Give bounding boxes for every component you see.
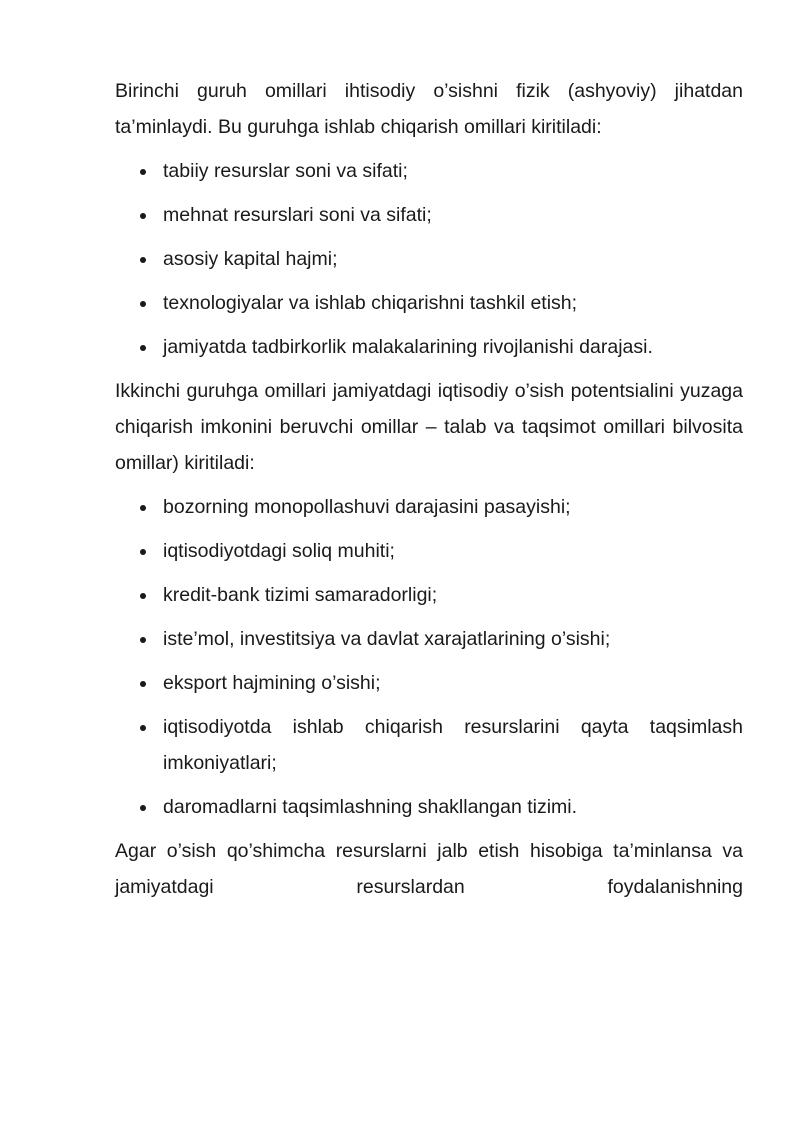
bullet-icon	[140, 505, 146, 511]
bullet-icon	[140, 549, 146, 555]
paragraph-intro: Birinchi guruh omillari ihtisodiy o’sishni fizik (ashyoviy) jihatdan ta’minlaydi. Bu guruhga ishlab chiqarish omillari kiritiladi:	[115, 80, 743, 138]
list-item: eksport hajmining o’sishi;	[115, 665, 743, 701]
demand-distribution-factors-list	[115, 489, 743, 825]
bullet-icon	[140, 593, 146, 599]
bullet-icon	[140, 213, 146, 219]
production-factors-list	[115, 153, 743, 365]
list-item: daromadlarni taqsimlashning shakllangan tizimi.	[115, 789, 743, 825]
bullet-icon	[140, 169, 146, 175]
list-item: mehnat resurslari soni va sifati;	[115, 197, 743, 233]
bullet-icon	[140, 301, 146, 307]
list-item: jamiyatda tadbirkorlik malakalarining rivojlanishi darajasi.	[115, 329, 743, 365]
bullet-icon	[140, 257, 146, 263]
paragraph-conclusion: Agar o’sish qo’shimcha resurslarni jalb etish hisobiga ta’minlansa va jamiyatdagi resurslardan foydalanishning	[115, 840, 743, 898]
list-item: bozorning monopollashuvi darajasini pasayishi;	[115, 489, 743, 525]
list-item: asosiy kapital hajmi;	[115, 241, 743, 277]
bullet-icon	[140, 805, 146, 811]
list-item: iqtisodiyotda ishlab chiqarish resurslarini qayta taqsimlash imkoniyatlari;	[115, 709, 743, 781]
list-item: iqtisodiyotdagi soliq muhiti;	[115, 533, 743, 569]
list-item: texnologiyalar va ishlab chiqarishni tashkil etish;	[115, 285, 743, 321]
list-item: tabiiy resurslar soni va sifati;	[115, 153, 743, 189]
document-body	[115, 73, 743, 905]
bullet-icon	[140, 345, 146, 351]
bullet-icon	[140, 681, 146, 687]
bullet-icon	[140, 725, 146, 731]
list-item: kredit-bank tizimi samaradorligi;	[115, 577, 743, 613]
bullet-icon	[140, 637, 146, 643]
list-item: iste’mol, investitsiya va davlat xarajatlarining o’sishi;	[115, 621, 743, 657]
paragraph-second-group: Ikkinchi guruhga omillari jamiyatdagi iqtisodiy o’sish potentsialini yuzaga chiqarish imkonini beruvchi omillar – talab va taqsimot omillari bilvosita omillar) kiritiladi:	[115, 380, 743, 474]
